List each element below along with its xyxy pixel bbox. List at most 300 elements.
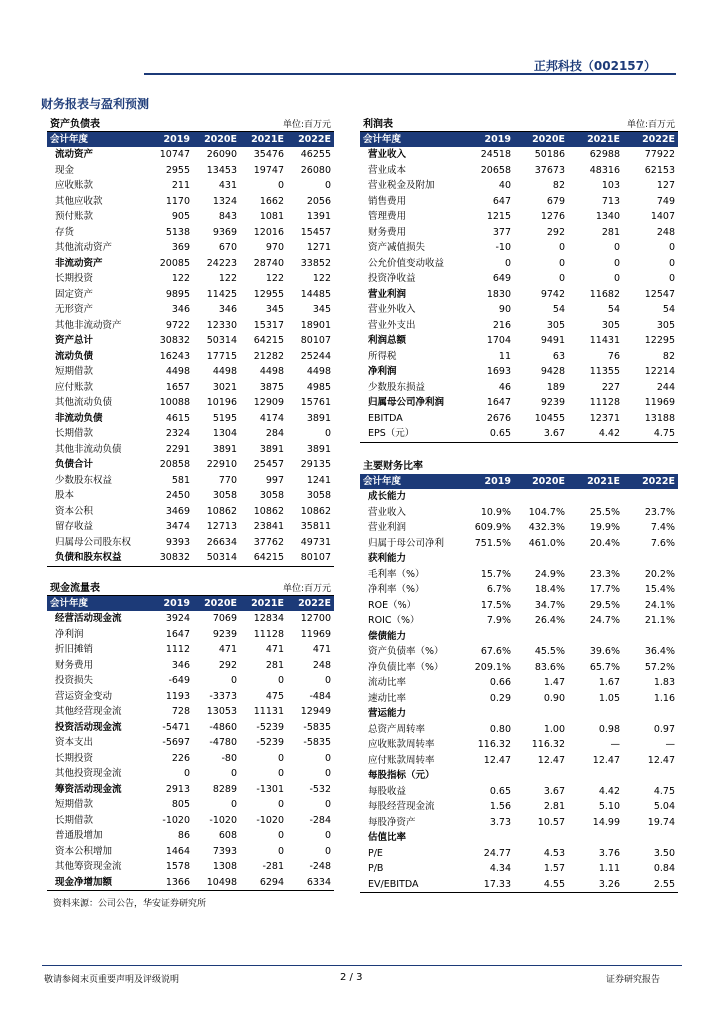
- cell-value: 1241: [306, 474, 331, 486]
- cell-value: 0: [613, 273, 620, 285]
- cell-value: 248: [312, 659, 331, 671]
- income-statement-block: [360, 118, 678, 443]
- cell-value: 1276: [540, 211, 565, 223]
- cell-value: 216: [492, 319, 511, 331]
- table-row: [360, 426, 678, 442]
- cash-flow-title-row: [47, 582, 334, 596]
- cell-value: 64215: [253, 552, 284, 564]
- cell-value: 0: [324, 768, 331, 780]
- row-label: 应付账款: [55, 381, 94, 393]
- page-number: 2 / 3: [340, 972, 363, 983]
- cell-value: 9742: [540, 288, 565, 300]
- table-row: [47, 720, 334, 736]
- row-label: 应付账款周转率: [368, 754, 435, 766]
- table-row: [360, 380, 678, 396]
- row-label: 预付账款: [55, 211, 94, 223]
- row-label: 每股指标（元）: [368, 770, 435, 782]
- table-row: [47, 550, 334, 566]
- cell-value: 1.00: [543, 723, 565, 735]
- cell-value: -5239: [256, 721, 284, 733]
- table-row: [47, 364, 334, 380]
- row-label: 固定资产: [55, 288, 94, 300]
- table-row: [47, 828, 334, 844]
- table-row: [47, 813, 334, 829]
- cell-value: 7.6%: [650, 537, 675, 549]
- cell-value: 18901: [300, 319, 331, 331]
- table-row: [360, 256, 678, 272]
- cell-value: 679: [546, 195, 565, 207]
- cell-value: 2291: [165, 443, 190, 455]
- footer-report-type: 证券研究报告: [605, 975, 660, 985]
- cell-value: 1464: [165, 845, 190, 857]
- cell-value: 12547: [644, 288, 675, 300]
- column-header: 2022E: [287, 596, 334, 611]
- cell-value: 3.67: [543, 785, 565, 797]
- row-label: 净利率（%）: [368, 584, 425, 596]
- cell-value: 4615: [165, 412, 190, 424]
- cell-value: 2450: [165, 490, 190, 502]
- table-header-row: [360, 474, 678, 489]
- cell-value: 1.56: [489, 801, 511, 813]
- cell-value: 1407: [650, 211, 675, 223]
- column-header: 2020E: [514, 132, 568, 147]
- cell-value: 9239: [540, 397, 565, 409]
- cell-value: 0: [230, 675, 237, 687]
- row-label: 总资产周转率: [368, 723, 426, 735]
- cell-value: -4780: [209, 737, 237, 749]
- table-row: [360, 644, 678, 660]
- cell-value: 4.42: [598, 785, 620, 797]
- table-row: [360, 505, 678, 521]
- cell-value: 770: [218, 474, 237, 486]
- cell-value: 0: [277, 752, 284, 764]
- cell-value: 57.2%: [644, 661, 675, 673]
- table-row: [360, 706, 678, 722]
- row-label: 其他非流动负债: [55, 443, 122, 455]
- cell-value: 90: [498, 304, 511, 316]
- cell-value: 0: [668, 257, 675, 269]
- cell-value: 1647: [486, 397, 511, 409]
- table-row: [47, 519, 334, 535]
- cell-value: 24223: [206, 257, 237, 269]
- cash-flow-title: 现金流量表: [50, 583, 100, 594]
- cell-value: 62988: [589, 149, 620, 161]
- cell-value: 3.50: [653, 847, 675, 859]
- column-header: 2022E: [623, 474, 678, 489]
- table-row: [47, 797, 334, 813]
- row-label: 应收账款: [55, 180, 94, 192]
- cell-value: 12016: [253, 226, 284, 238]
- row-label: 净利润: [368, 366, 397, 378]
- cell-value: 346: [171, 304, 190, 316]
- cell-value: 3.26: [598, 878, 620, 890]
- cell-value: 10196: [206, 397, 237, 409]
- cell-value: 29.5%: [589, 599, 620, 611]
- row-label: 长期借款: [55, 428, 94, 440]
- cell-value: 0: [230, 768, 237, 780]
- row-label: 利润总额: [368, 335, 407, 347]
- cell-value: 0.66: [489, 677, 511, 689]
- cell-value: 3469: [165, 505, 190, 517]
- cell-value: 7.4%: [650, 522, 675, 534]
- cell-value: -4860: [209, 721, 237, 733]
- cell-value: 82: [662, 350, 675, 362]
- cell-value: 345: [265, 304, 284, 316]
- cell-value: -1020: [209, 814, 237, 826]
- cell-value: 26080: [300, 164, 331, 176]
- cell-value: 82: [552, 180, 565, 192]
- cell-value: 24.7%: [589, 615, 620, 627]
- cell-value: -1301: [256, 783, 284, 795]
- cell-value: 54: [607, 304, 620, 316]
- cell-value: 15317: [253, 319, 284, 331]
- table-row: [47, 395, 334, 411]
- cell-value: 0: [504, 257, 511, 269]
- row-label: 归属母公司净利润: [368, 397, 445, 409]
- cell-value: -10: [495, 242, 511, 254]
- table-row: [360, 830, 678, 846]
- source-note: 资料来源：公司公告，华安证券研究所: [53, 899, 207, 909]
- column-header: 2022E: [287, 132, 334, 147]
- table-row: [360, 147, 678, 163]
- cell-value: 3058: [212, 490, 237, 502]
- cell-value: 751.5%: [474, 537, 511, 549]
- cell-value: 10455: [534, 412, 565, 424]
- income-statement-title: 利润表: [363, 119, 393, 130]
- balance-sheet-table: [47, 132, 334, 566]
- cell-value: 21282: [253, 350, 284, 362]
- table-row: [360, 163, 678, 179]
- cell-value: 11355: [589, 366, 620, 378]
- table-row: [47, 147, 334, 163]
- cell-value: 22910: [206, 459, 237, 471]
- cell-value: 4498: [165, 366, 190, 378]
- cell-value: 1340: [595, 211, 620, 223]
- cell-value: 122: [312, 273, 331, 285]
- cell-value: 12295: [644, 335, 675, 347]
- cell-value: 9491: [540, 335, 565, 347]
- cell-value: -5835: [303, 737, 331, 749]
- cell-value: 67.6%: [480, 646, 511, 658]
- row-label: 资产负债率（%）: [368, 646, 444, 658]
- table-row: [47, 488, 334, 504]
- cell-value: 12214: [644, 366, 675, 378]
- cell-value: 5.10: [598, 801, 620, 813]
- cell-value: 63: [552, 350, 565, 362]
- company-header: 正邦科技（002157）: [533, 59, 656, 73]
- table-row: [47, 611, 334, 627]
- cell-value: 2324: [165, 428, 190, 440]
- cell-value: 12.47: [537, 754, 565, 766]
- cell-value: 431: [218, 180, 237, 192]
- table-row: [47, 426, 334, 442]
- cell-value: 20.4%: [589, 537, 620, 549]
- row-label: 股本: [55, 490, 75, 502]
- table-header-row: [47, 596, 334, 611]
- cell-value: 305: [656, 319, 675, 331]
- row-label: 营业利润: [368, 522, 407, 534]
- balance-sheet-bottom-rule: [47, 566, 334, 567]
- column-header: 2022E: [623, 132, 678, 147]
- row-label: 资本公积: [55, 505, 94, 517]
- table-row: [360, 598, 678, 614]
- cell-value: 15761: [300, 397, 331, 409]
- cell-value: 12330: [206, 319, 237, 331]
- cell-value: 12834: [253, 613, 284, 625]
- cell-value: -284: [309, 814, 331, 826]
- row-label: 公允价值变动收益: [368, 257, 445, 269]
- row-label: 每股收益: [368, 785, 407, 797]
- cell-value: 805: [171, 799, 190, 811]
- row-label: 非流动资产: [55, 257, 103, 269]
- row-label: 投资损失: [55, 675, 94, 687]
- footer-disclaimer: 敬请参阅末页重要声明及评级说明: [44, 975, 180, 985]
- cell-value: 17715: [206, 350, 237, 362]
- row-label: 短期借款: [55, 799, 94, 811]
- column-header: 2021E: [568, 132, 623, 147]
- cell-value: [514, 768, 568, 784]
- cell-value: [462, 629, 514, 645]
- cell-value: 21.1%: [644, 615, 675, 627]
- cell-value: 17.7%: [589, 584, 620, 596]
- cell-value: 25244: [300, 350, 331, 362]
- table-row: [360, 660, 678, 676]
- row-label: 其他流动资产: [55, 242, 113, 254]
- cell-value: [623, 551, 678, 567]
- cell-value: 0: [324, 428, 331, 440]
- cell-value: 749: [656, 195, 675, 207]
- cell-value: 23.3%: [589, 568, 620, 580]
- row-label: 其他筹资现金流: [55, 861, 122, 873]
- row-label: 负债合计: [55, 459, 94, 471]
- cell-value: -484: [309, 690, 331, 702]
- table-row: [360, 194, 678, 210]
- cell-value: 14.99: [592, 816, 620, 828]
- cell-value: 3891: [259, 443, 284, 455]
- cell-value: 5195: [212, 412, 237, 424]
- cell-value: [462, 830, 514, 846]
- cell-value: 46255: [300, 149, 331, 161]
- cell-value: 3891: [306, 443, 331, 455]
- table-row: [47, 178, 334, 194]
- cell-value: 3875: [259, 381, 284, 393]
- cell-value: —: [610, 739, 620, 751]
- cell-value: 62153: [644, 164, 675, 176]
- cell-value: 24.1%: [644, 599, 675, 611]
- cell-value: 905: [171, 211, 190, 223]
- cell-value: 49731: [300, 536, 331, 548]
- cell-value: 36.4%: [644, 646, 675, 658]
- cell-value: 345: [312, 304, 331, 316]
- cell-value: 0.65: [489, 785, 511, 797]
- row-label: 每股净资产: [368, 816, 416, 828]
- cell-value: 11969: [300, 628, 331, 640]
- row-label: 折旧摊销: [55, 644, 94, 656]
- cell-value: 11969: [644, 397, 675, 409]
- table-row: [47, 735, 334, 751]
- cell-value: 9895: [165, 288, 190, 300]
- cell-value: 4985: [306, 381, 331, 393]
- cell-value: 46: [498, 381, 511, 393]
- cell-value: 3058: [306, 490, 331, 502]
- cell-value: 0.90: [543, 692, 565, 704]
- row-label: 净负债比率（%）: [368, 661, 444, 673]
- cell-value: 86: [177, 830, 190, 842]
- cell-value: 30832: [159, 335, 190, 347]
- column-header: 2021E: [240, 132, 287, 147]
- table-row: [47, 859, 334, 875]
- cell-value: 4.55: [543, 878, 565, 890]
- cell-value: -80: [221, 752, 237, 764]
- cell-value: 2913: [165, 783, 190, 795]
- table-row: [47, 473, 334, 489]
- row-label: 应收账款周转率: [368, 739, 435, 751]
- cell-value: 9722: [165, 319, 190, 331]
- table-row: [47, 782, 334, 798]
- cell-value: 15.7%: [480, 568, 511, 580]
- row-label: 负债和股东权益: [55, 552, 122, 564]
- cell-value: 0: [324, 675, 331, 687]
- row-label: 销售费用: [368, 195, 407, 207]
- cell-value: 1.16: [653, 692, 675, 704]
- cell-value: 209.1%: [474, 661, 511, 673]
- table-row: [47, 844, 334, 860]
- cell-value: 48316: [589, 164, 620, 176]
- cell-value: [462, 768, 514, 784]
- cell-value: 45.5%: [534, 646, 565, 658]
- row-label: 速动比率: [368, 692, 407, 704]
- cell-value: [462, 551, 514, 567]
- cell-value: 0.84: [653, 863, 675, 875]
- cell-value: 39.6%: [589, 646, 620, 658]
- cell-value: 6.7%: [486, 584, 511, 596]
- table-row: [47, 349, 334, 365]
- table-row: [360, 753, 678, 769]
- cell-value: 0: [277, 845, 284, 857]
- cell-value: [568, 830, 623, 846]
- cell-value: 122: [171, 273, 190, 285]
- cell-value: 0: [324, 799, 331, 811]
- cell-value: 1830: [486, 288, 511, 300]
- table-row: [360, 613, 678, 629]
- column-header: 会计年度: [47, 596, 148, 611]
- row-label: 其他非流动资产: [55, 319, 122, 331]
- table-row: [360, 629, 678, 645]
- table-row: [47, 271, 334, 287]
- cell-value: 461.0%: [528, 537, 565, 549]
- cell-value: 80107: [300, 335, 331, 347]
- row-label: 长期投资: [55, 752, 94, 764]
- row-label: 偿债能力: [368, 630, 407, 642]
- cell-value: 377: [492, 226, 511, 238]
- cell-value: 1578: [165, 861, 190, 873]
- cell-value: 10862: [253, 505, 284, 517]
- cell-value: 227: [601, 381, 620, 393]
- ratios-block: [360, 460, 678, 893]
- table-row: [47, 209, 334, 225]
- row-label: 所得税: [368, 350, 397, 362]
- table-row: [360, 582, 678, 598]
- cell-value: [568, 706, 623, 722]
- cell-value: 3924: [165, 613, 190, 625]
- cell-value: 24518: [480, 149, 511, 161]
- column-header: 2020E: [193, 596, 240, 611]
- cell-value: [568, 551, 623, 567]
- cell-value: [568, 629, 623, 645]
- table-row: [47, 535, 334, 551]
- row-label: 资产减值损失: [368, 242, 426, 254]
- cell-value: 20085: [159, 257, 190, 269]
- cell-value: 211: [171, 180, 190, 192]
- table-row: [47, 256, 334, 272]
- cell-value: 728: [171, 706, 190, 718]
- table-row: [47, 287, 334, 303]
- cell-value: 0: [668, 242, 675, 254]
- cell-value: 15457: [300, 226, 331, 238]
- cell-value: 369: [171, 242, 190, 254]
- cell-value: 12.47: [592, 754, 620, 766]
- row-label: 财务费用: [368, 226, 407, 238]
- cell-value: 19747: [253, 164, 284, 176]
- table-row: [47, 318, 334, 334]
- row-label: 营业收入: [368, 149, 407, 161]
- cell-value: -5835: [303, 721, 331, 733]
- cell-value: 5138: [165, 226, 190, 238]
- row-label: 投资净收益: [368, 273, 416, 285]
- cell-value: 189: [546, 381, 565, 393]
- cell-value: 226: [171, 752, 190, 764]
- cell-value: -281: [262, 861, 284, 873]
- cell-value: 1662: [259, 195, 284, 207]
- cell-value: 0: [277, 675, 284, 687]
- table-row: [360, 737, 678, 753]
- cell-value: 0.65: [489, 428, 511, 440]
- cell-value: 0: [230, 799, 237, 811]
- cell-value: 77922: [644, 149, 675, 161]
- row-label: 毛利率（%）: [368, 568, 425, 580]
- cash-flow-bottom-rule: [47, 890, 334, 891]
- cell-value: [623, 830, 678, 846]
- table-row: [360, 675, 678, 691]
- table-row: [360, 411, 678, 427]
- row-label: 成长能力: [368, 491, 407, 503]
- cell-value: 1324: [212, 195, 237, 207]
- row-label: 存货: [55, 226, 75, 238]
- column-header: 会计年度: [47, 132, 148, 147]
- column-header: 2019: [462, 474, 514, 489]
- cell-value: 1081: [259, 211, 284, 223]
- row-label: 管理费用: [368, 211, 407, 223]
- column-header: 2021E: [240, 596, 287, 611]
- cell-value: 2.55: [653, 878, 675, 890]
- income-statement-unit: 单位:百万元: [626, 120, 675, 130]
- cell-value: 0.98: [598, 723, 620, 735]
- cell-value: 649: [492, 273, 511, 285]
- cell-value: 50314: [206, 552, 237, 564]
- column-header: 2020E: [193, 132, 240, 147]
- row-label: EPS（元）: [368, 428, 415, 440]
- balance-sheet-title: 资产负债表: [50, 119, 100, 130]
- table-row: [47, 766, 334, 782]
- cell-value: 3.76: [598, 847, 620, 859]
- table-row: [47, 302, 334, 318]
- cell-value: 11128: [253, 628, 284, 640]
- table-row: [47, 333, 334, 349]
- cell-value: 997: [265, 474, 284, 486]
- row-label: 现金: [55, 164, 75, 176]
- table-row: [360, 209, 678, 225]
- cell-value: 3058: [259, 490, 284, 502]
